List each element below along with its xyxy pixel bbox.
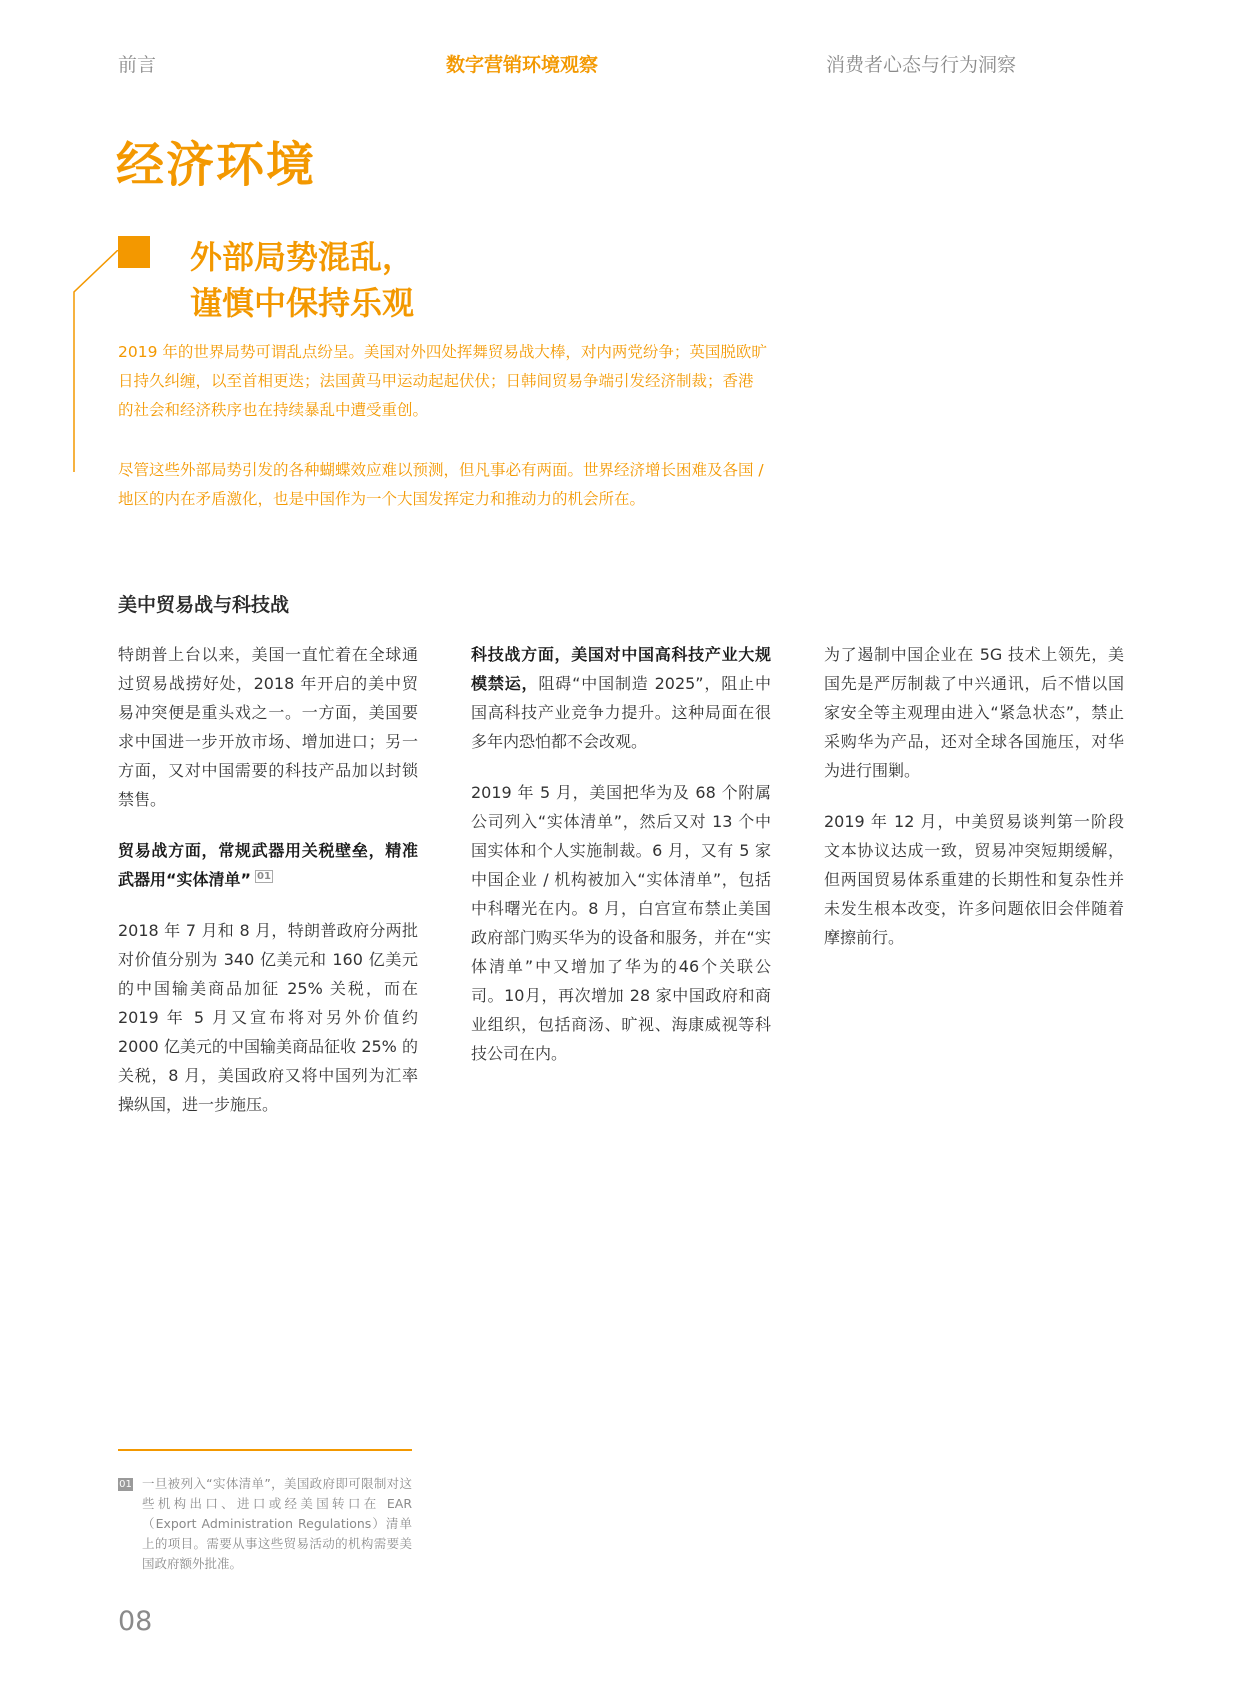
subtitle-line-2: 谨慎中保持乐观 <box>190 284 415 322</box>
page-title: 经济环境 <box>116 137 317 193</box>
intro-paragraph: 尽管这些外部局势引发的各种蝴蝶效应难以预测，但凡事必有两面。世界经济增长困难及各国 / 地区的内在矛盾激化，也是中国作为一个大国发挥定力和推动力的机会所在。 <box>118 461 764 508</box>
section-subtitle <box>190 234 414 326</box>
nav-tab-consumer-insight[interactable]: 消费者心态与行为洞察 <box>826 54 1017 76</box>
text-column-1 <box>118 640 418 1141</box>
nav-tab-preface[interactable]: 前言 <box>118 54 157 76</box>
paragraph: 2018 年 7 月和 8 月，特朗普政府分两批对价值分别为 340 亿美元和 160 亿美元的中国输美商品加征 25% 关税，而在 2019 年 5 月又宣布将对另外价值约 2000 亿美元的中国输美商品征收 25% 的关税，8 月，美国政府又将中国列为汇率操纵国，进一步施压。 <box>118 921 418 1114</box>
paragraph: 2019 年 12 月，中美贸易谈判第一阶段文本协议达成一致，贸易冲突短期缓解，但两国贸易体系重建的长期性和复杂性并未发生根本改变，许多问题依旧会伴随着摩擦前行。 <box>824 812 1124 947</box>
nav-tab-digital-marketing[interactable]: 数字营销环境观察 <box>446 54 599 76</box>
paragraph: 为了遏制中国企业在 5G 技术上领先，美国先是严厉制裁了中兴通讯，后不惜以国家安全等主观理由进入“紧急状态”，禁止采购华为产品，还对全球各国施压，对华为进行围剿。 <box>824 645 1124 780</box>
page-number: 08 <box>118 1606 153 1637</box>
intro-paragraph: 2019 年的世界局势可谓乱点纷呈。美国对外四处挥舞贸易战大棒，对内两党纷争；英国脱欧旷日持久纠缠，以至首相更迭；法国黄马甲运动起起伏伏；日韩间贸易争端引发经济制裁；香港的社会和经济秩序也在持续暴乱中遭受重创。 <box>118 343 767 419</box>
paragraph: 特朗普上台以来，美国一直忙着在全球通过贸易战捞好处，2018 年开启的美中贸易冲突便是重头戏之一。一方面，美国要求中国进一步开放市场、增加进口；另一方面，又对中国需要的科技产品加以封锁禁售。 <box>118 645 418 809</box>
paragraph: 科技战方面，美国对中国高科技产业大规模禁运，阻碍“中国制造 2025”，阻止中国高科技产业竞争力提升。这种局面在很多年内恐怕都不会改观。 <box>471 645 771 751</box>
footnote-text: 一旦被列入“实体清单”，美国政府即可限制对这些机构出口、进口或经美国转口在 EAR（Export Administration Regulations）清单上的项目。需要从事这些贸易活动的机构需要美国政府额外批准。 <box>142 1476 412 1571</box>
text-column-3 <box>824 640 1124 974</box>
text-column-2 <box>471 640 771 1090</box>
bold-lead: 科技战方面，美国对中国高科技产业大规模禁运， <box>471 645 771 693</box>
footnote-ref[interactable]: 01 <box>257 870 271 882</box>
footnote-marker: 01 <box>119 1479 132 1490</box>
paragraph: 2019 年 5 月，美国把华为及 68 个附属公司列入“实体清单”，然后又对 13 个中国实体和个人实施制裁。6 月，又有 5 家中国企业 / 机构被加入“实体清单”，包括中科曙光在内。8 月，白宫宣布禁止美国政府部门购买华为的设备和服务，并在“实体清单”中又增加了华为的46个关联公司。10月，再次增加 28 家中国政府和商业组织，包括商汤、旷视、海康威视等科技公司在内。 <box>471 783 771 1063</box>
bold-subheading: 贸易战方面，常规武器用关税壁垒，精准武器用“实体清单” $^{01}$ <box>118 841 418 889</box>
footnote-divider <box>118 1449 412 1451</box>
section-heading: 美中贸易战与科技战 <box>118 594 290 616</box>
subtitle-line-1: 外部局势混乱， <box>190 238 415 276</box>
